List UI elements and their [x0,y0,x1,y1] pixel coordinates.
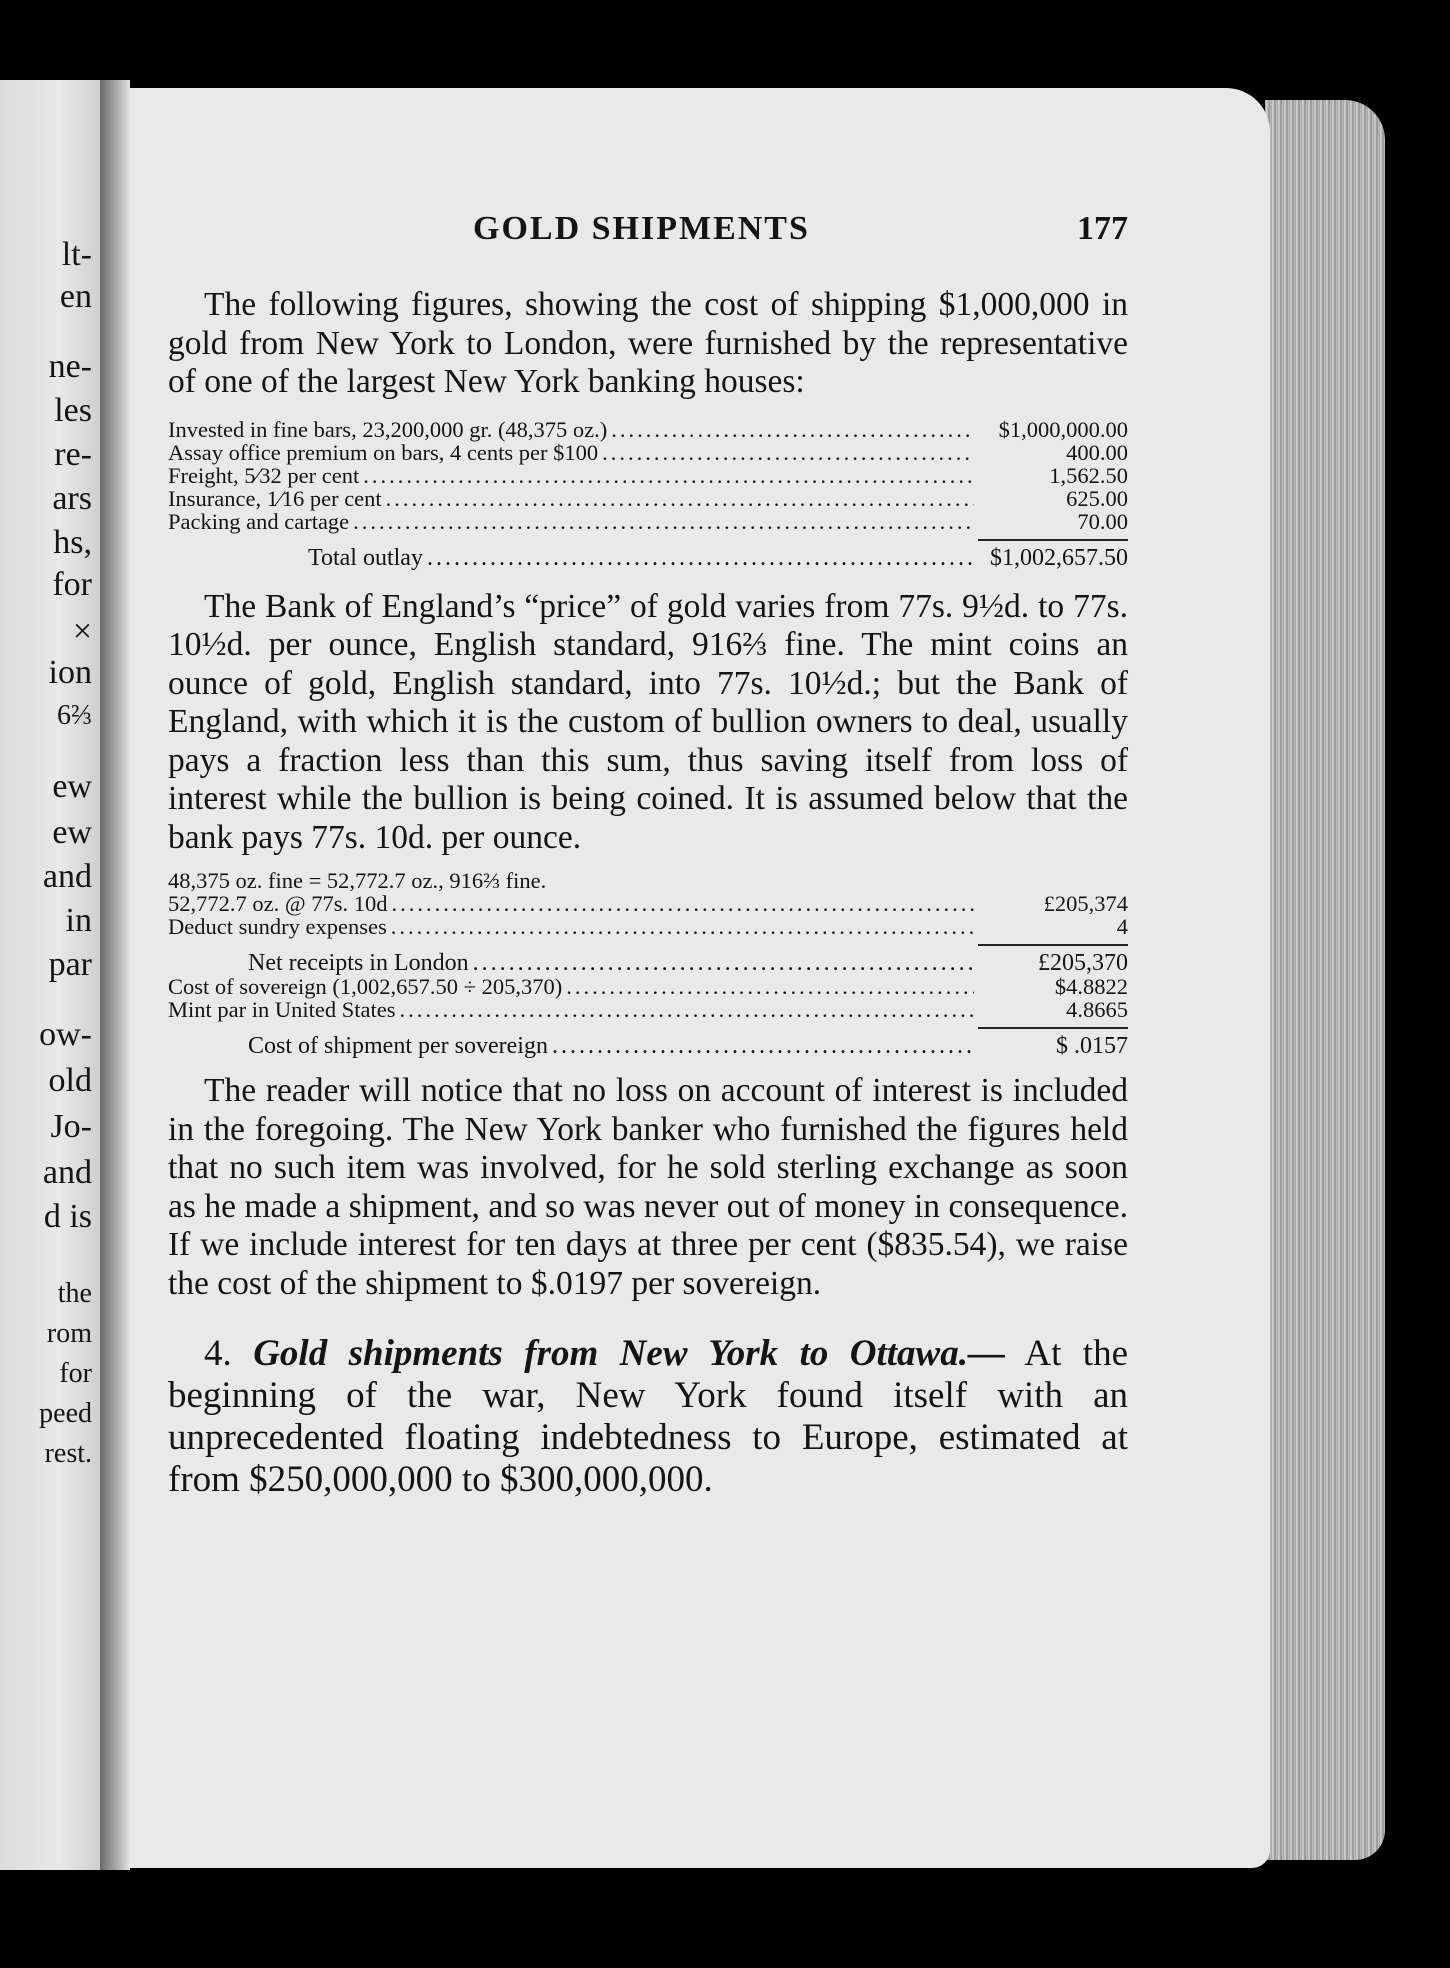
left-page-line: ow- [39,1016,92,1053]
left-page-line: in [65,902,92,939]
receipts-row: Deduct sundry expenses ..... 4 [168,915,1128,938]
page-content [168,200,1128,1501]
net-receipts-row: Net receipts in London ..... £205,370 [168,952,1128,975]
paragraph-intro: The following figures, showing the cost of shipping $1,000,000 in gold from New York to London, were furnished by the representative of one of the largest New York banking houses: [168,286,1128,400]
left-page-line: old [48,1062,92,1099]
left-page-line: peed [39,1398,92,1429]
left-page-line: hs, [53,524,92,561]
total-rule [978,539,1128,541]
running-head [168,210,1128,260]
left-page-line: d is [43,1198,92,1235]
left-page-line: ion [48,654,92,691]
left-page-line: and [42,858,92,895]
page-number: 177 [1077,210,1128,247]
left-page-line: re- [54,436,92,473]
left-page-line: rest. [44,1438,92,1469]
left-page-line: ars [52,480,92,517]
left-page-line: Jo- [50,1108,92,1145]
left-page-line: rom [46,1318,92,1349]
paragraph-bank-price: The Bank of England’s “price” of gold varies from 77s. 9½d. to 77s. 10½d. per ounce, English standard, 916⅔ fine. The mint coins an ounce of gold, English standard, into 77s. 10½d.; but the Bank of England, with which it is the custom of bullion owners to deal, usually pays a fraction less than this sum, thus saving itself from loss of interest while the bullion is being coined. It is assumed below that the bank pays 77s. 10d. per ounce. [168,587,1128,856]
section-title: Gold shipments from New York to Ottawa.— [253,1333,1005,1374]
receipts-row: Mint par in United States ..... 4.8665 [168,998,1128,1021]
receipts-row: 52,772.7 oz. @ 77s. 10d ..... £205,374 [168,892,1128,915]
cost-per-sovereign-row: Cost of shipment per sovereign ..... $ .0157 [168,1035,1128,1058]
left-page-line: en [59,278,92,315]
cost-table [168,418,1128,570]
page-edges [1265,100,1385,1860]
net-rule [978,944,1128,946]
section-number: 4. [204,1333,232,1374]
left-page-line: par [48,946,92,983]
left-page-line: for [52,566,92,603]
section-4 [168,1333,1128,1501]
running-head-title: GOLD SHIPMENTS [473,210,810,247]
cost-row: Invested in fine bars, 23,200,000 gr. (48,375 oz.) ..... $1,000,000.00 [168,418,1128,441]
left-page-line: the [57,1278,92,1309]
left-page-line: × [72,613,92,650]
book-gutter [100,80,130,1870]
left-page-line: for [59,1358,92,1389]
left-page-line: ew [52,814,92,851]
cost-row: Assay office premium on bars, 4 cents per $100 ..... 400.00 [168,441,1128,464]
left-page-line: les [54,392,92,429]
total-outlay-row: Total outlay ..... $1,002,657.50 [168,547,1128,570]
cost-row: Insurance, 1⁄16 per cent ..... 625.00 [168,487,1128,510]
left-page-line: lt- [61,236,92,273]
cost-rule [978,1027,1128,1029]
left-facing-page [0,80,100,1870]
section-text: At the beginning of the war, New York found itself with an unprecedented floating indebtedness to Europe, estimated at from $250,000,000 to $300,000,000. [168,1333,1129,1500]
left-page-line: ne- [48,348,92,385]
left-page-line: and [42,1154,92,1191]
receipts-table [168,869,1128,1058]
left-page-line: ew [52,768,92,805]
cost-row: Packing and cartage ..... 70.00 [168,510,1128,533]
conversion-row: 48,375 oz. fine = 52,772.7 oz., 916⅔ fine. [168,868,547,893]
cost-row: Freight, 5⁄32 per cent ..... 1,562.50 [168,464,1128,487]
left-page-line: 6⅔ [57,700,92,731]
paragraph-interest: The reader will notice that no loss on account of interest is included in the foregoing. The New York banker who furnished the figures held that no such item was involved, for he sold sterling exchange as soon as he made a shipment, and so was never out of money in consequence. If we include interest for ten days at three per cent ($835.54), we raise the cost of the shipment to $.0197 per sovereign. [168,1072,1128,1302]
receipts-row: Cost of sovereign (1,002,657.50 ÷ 205,370) ..... $4.8822 [168,975,1128,998]
